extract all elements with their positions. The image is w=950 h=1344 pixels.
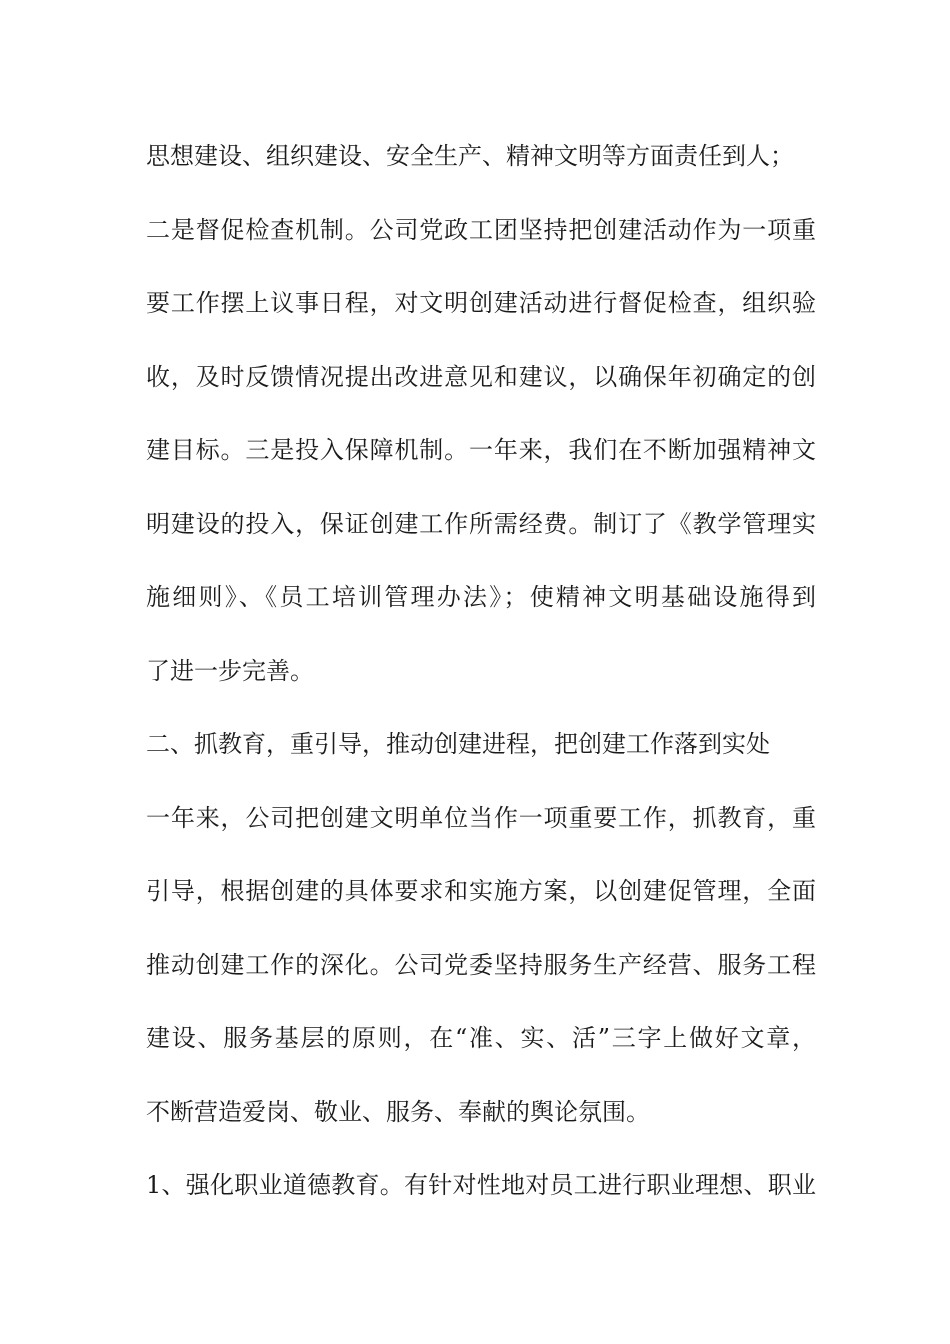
text-line-5: 建目标。三是投入保障机制。一年来，我们在不断加强精神文: [146, 436, 816, 464]
text-line-13: 建设、服务基层的原则，在“准、实、活”三字上做好文章，: [146, 1024, 816, 1052]
text-line-4: 收，及时反馈情况提出改进意见和建议，以确保年初确定的创: [146, 362, 816, 391]
text-line-11: 引导，根据创建的具体要求和实施方案，以创建促管理，全面: [146, 877, 816, 905]
text-line-7: 施细则》、《员工培训管理办法》；使精神文明基础设施得到: [146, 583, 816, 611]
text-line-15: 1、强化职业道德教育。有针对性地对员工进行职业理想、职业: [146, 1171, 816, 1199]
section-heading: 二、抓教育，重引导，推动创建进程，把创建工作落到实处: [146, 730, 770, 758]
text-line-8: 了进一步完善。: [146, 656, 314, 685]
body-text: [146, 130, 816, 1233]
text-line-6: 明建设的投入，保证创建工作所需经费。制订了《教学管理实: [146, 509, 816, 538]
text-line-12: 推动创建工作的深化。公司党委坚持服务生产经营、服务工程: [146, 950, 816, 979]
text-line-1: 思想建设、组织建设、安全生产、精神文明等方面责任到人；: [146, 142, 794, 170]
text-line-14: 不断营造爱岗、敬业、服务、奉献的舆论氛围。: [146, 1097, 650, 1126]
text-line-3: 要工作摆上议事日程，对文明创建活动进行督促检查，组织验: [146, 289, 816, 317]
text-line-10: 一年来，公司把创建文明单位当作一项重要工作，抓教育，重: [146, 803, 816, 832]
text-line-2: 二是督促检查机制。公司党政工团坚持把创建活动作为一项重: [146, 215, 816, 244]
